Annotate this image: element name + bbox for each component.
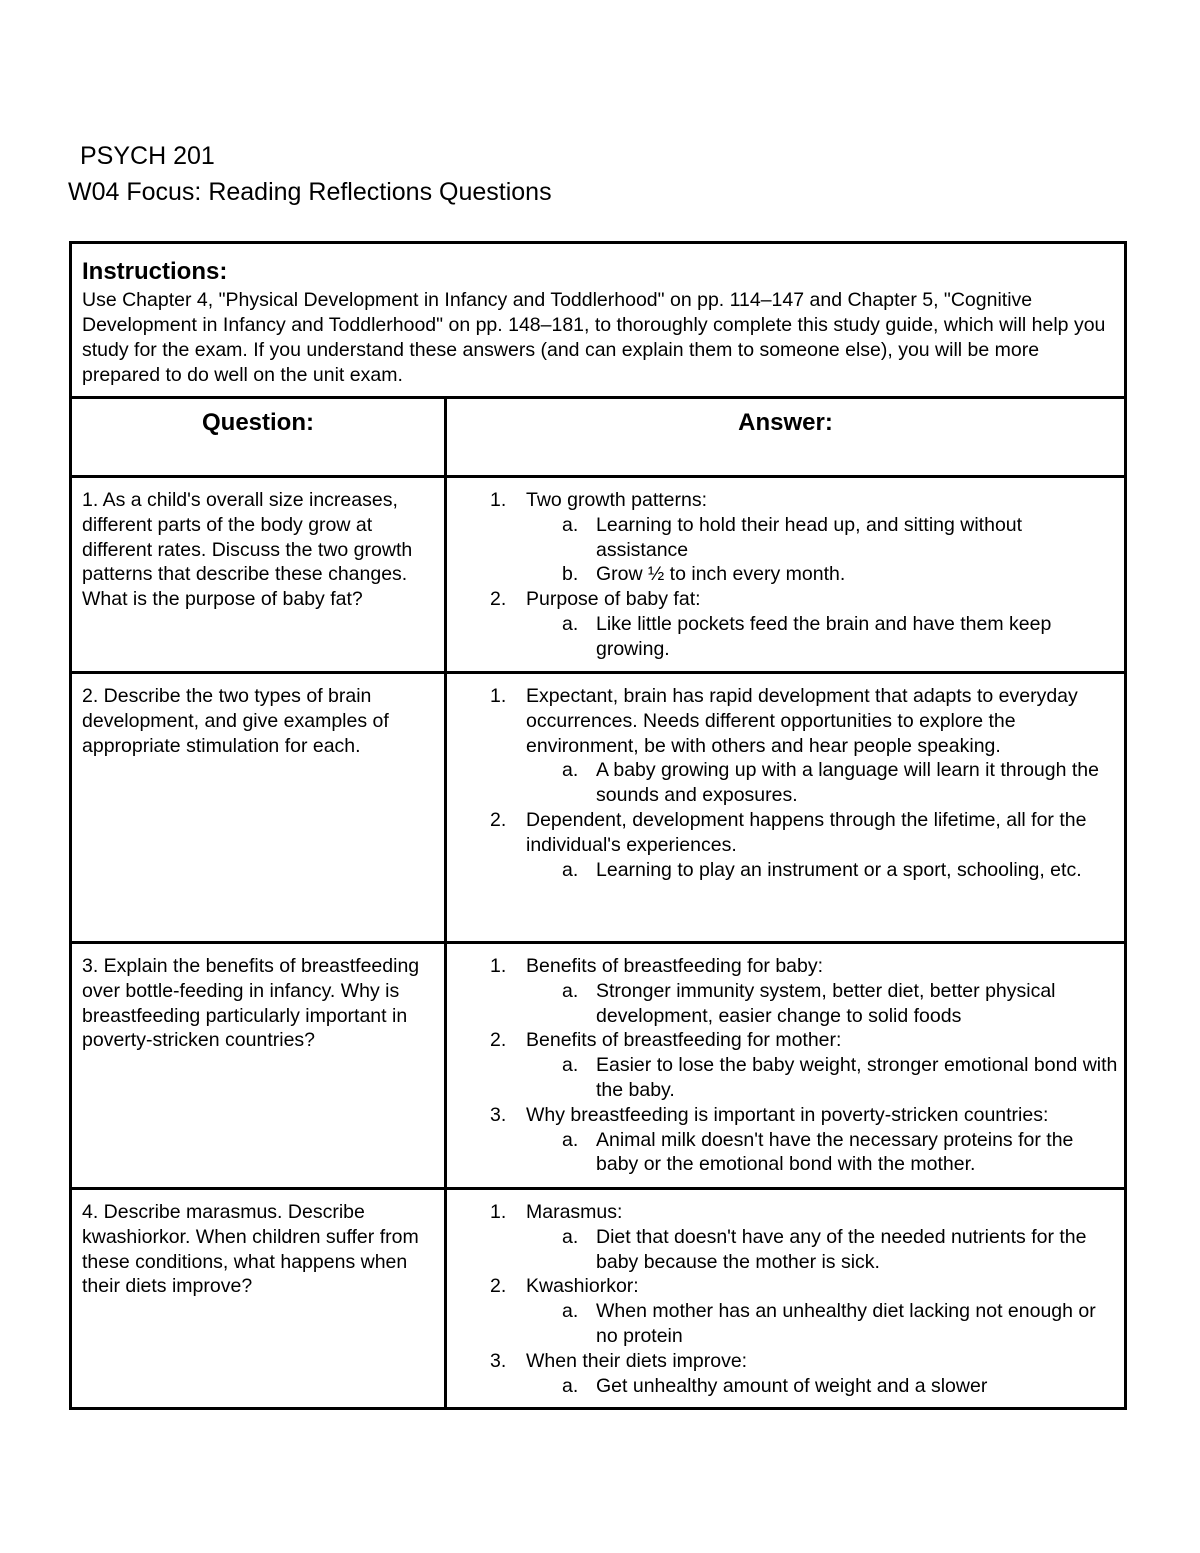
answer-subitem (562, 1128, 1118, 1178)
list-marker: 2. (490, 588, 507, 611)
answer-text: When their diets improve: (526, 1349, 748, 1372)
answer-text: Two growth patterns: (526, 489, 708, 511)
list-marker: 1. (490, 489, 507, 511)
question-cell-4: 4. Describe marasmus. Describe kwashiorkor. When children suffer from these conditions, what happens when their diets improve? (82, 1201, 419, 1298)
answer-item (490, 1028, 1118, 1102)
answer-item (490, 1274, 1118, 1348)
answer-subtext: Learning to play an instrument or a sport, schooling, etc. (596, 858, 1082, 881)
answer-subitem (562, 979, 1118, 1029)
answer-subitem (562, 562, 1118, 587)
document-title: W04 Focus: Reading Reflections Questions (68, 178, 552, 206)
answer-text: Dependent, development happens through the lifetime, all for the individual's experiences. (526, 808, 1087, 856)
list-marker: 3. (490, 1349, 507, 1372)
answer-subtext: Grow ½ to inch every month. (596, 563, 846, 586)
list-marker: a. (562, 1300, 579, 1323)
list-marker: a. (562, 759, 579, 782)
answer-subtext: Learning to hold their head up, and sitting without assistance (596, 513, 1023, 561)
answer-subitem (562, 513, 1118, 563)
answer-subtext: When mother has an unhealthy diet lacking not enough or no protein (596, 1300, 1096, 1347)
answer-subitem (562, 758, 1118, 808)
answer-cell-2 (447, 674, 1124, 941)
question-cell-3: 3. Explain the benefits of breastfeeding over bottle-feeding in infancy. Why is breastfeeding particularly important in poverty-stricken countries? (82, 955, 420, 1052)
answer-item (490, 488, 1118, 587)
answer-item (490, 1200, 1118, 1274)
list-marker: 3. (490, 1103, 507, 1126)
answer-text: Marasmus: (526, 1201, 623, 1223)
list-marker: a. (562, 513, 579, 536)
answer-text: Benefits of breastfeeding for baby: (526, 955, 824, 977)
answer-subtext: Stronger immunity system, better diet, better physical development, easier change to solid foods (596, 979, 1056, 1027)
answer-subtext: Diet that doesn't have any of the needed nutrients for the baby because the mother is sick. (596, 1225, 1087, 1273)
answer-subitem (562, 1053, 1118, 1103)
list-marker: a. (562, 1374, 579, 1397)
answer-cell-1 (447, 478, 1124, 671)
answer-text: Kwashiorkor: (526, 1275, 639, 1298)
answer-text: Expectant, brain has rapid development that adapts to everyday occurrences. Needs different opportunities to explore the environment, be with others and hear people speaking. (526, 685, 1078, 757)
answer-text: Why breastfeeding is important in poverty-stricken countries: (526, 1103, 1049, 1126)
answer-text: Purpose of baby fat: (526, 588, 701, 611)
answer-cell-4 (447, 1190, 1124, 1407)
course-code: PSYCH 201 (80, 142, 215, 170)
answer-subtext: Animal milk doesn't have the necessary proteins for the baby or the emotional bond with the mother. (596, 1128, 1074, 1176)
answer-cell-3 (447, 944, 1124, 1187)
list-marker: a. (562, 1128, 579, 1151)
instructions-heading: Instructions: (82, 258, 228, 285)
answer-subtext: A baby growing up with a language will learn it through the sounds and exposures. (596, 759, 1099, 807)
answer-item (490, 1349, 1118, 1399)
list-marker: b. (562, 563, 579, 586)
question-cell-2: 2. Describe the two types of brain development, and give examples of appropriate stimulation for each. (82, 685, 389, 757)
question-cell-1: 1. As a child's overall size increases, different parts of the body grow at different rates. Discuss the two growth patterns that describe these changes. What is the purpose of baby fat? (82, 489, 413, 611)
list-marker: 2. (490, 1029, 507, 1052)
answer-subtext: Get unhealthy amount of weight and a slower (596, 1374, 988, 1397)
list-marker: 1. (490, 685, 507, 707)
list-marker: 2. (490, 808, 507, 831)
answer-item (490, 684, 1118, 808)
answer-text: Benefits of breastfeeding for mother: (526, 1029, 842, 1052)
list-marker: 1. (490, 955, 507, 977)
answer-item (490, 808, 1118, 882)
list-marker: a. (562, 612, 579, 635)
study-guide-table (69, 241, 1127, 1410)
list-marker: 1. (490, 1201, 507, 1223)
answer-item (490, 1103, 1118, 1177)
answer-item (490, 587, 1118, 661)
answer-column-header: Answer: (738, 409, 833, 436)
list-marker: 2. (490, 1275, 507, 1298)
list-marker: a. (562, 979, 579, 1002)
answer-subitem (562, 1225, 1118, 1275)
answer-subitem (562, 858, 1118, 883)
answer-subtext: Easier to lose the baby weight, stronger emotional bond with the baby. (596, 1054, 1118, 1101)
instructions-box (72, 244, 1124, 399)
list-marker: a. (562, 1225, 579, 1248)
instructions-text: Use Chapter 4, "Physical Development in Infancy and Toddlerhood" on pp. 114–147 and Chapter 5, "Cognitive Development in Infancy and Toddlerhood" on pp. 148–181, to thoroughly complete this study guide, which will help you study for the exam. If you understand these answers (and can explain them to someone else), you will be more prepared to do well on the unit exam. (82, 289, 1106, 386)
list-marker: a. (562, 1054, 579, 1077)
question-column-header: Question: (202, 409, 314, 436)
answer-subtext: Like little pockets feed the brain and have them keep growing. (596, 612, 1052, 660)
answer-subitem (562, 1374, 1118, 1399)
answer-subitem (562, 1299, 1118, 1349)
answer-subitem (562, 612, 1118, 662)
list-marker: a. (562, 858, 579, 881)
answer-item (490, 954, 1118, 1028)
